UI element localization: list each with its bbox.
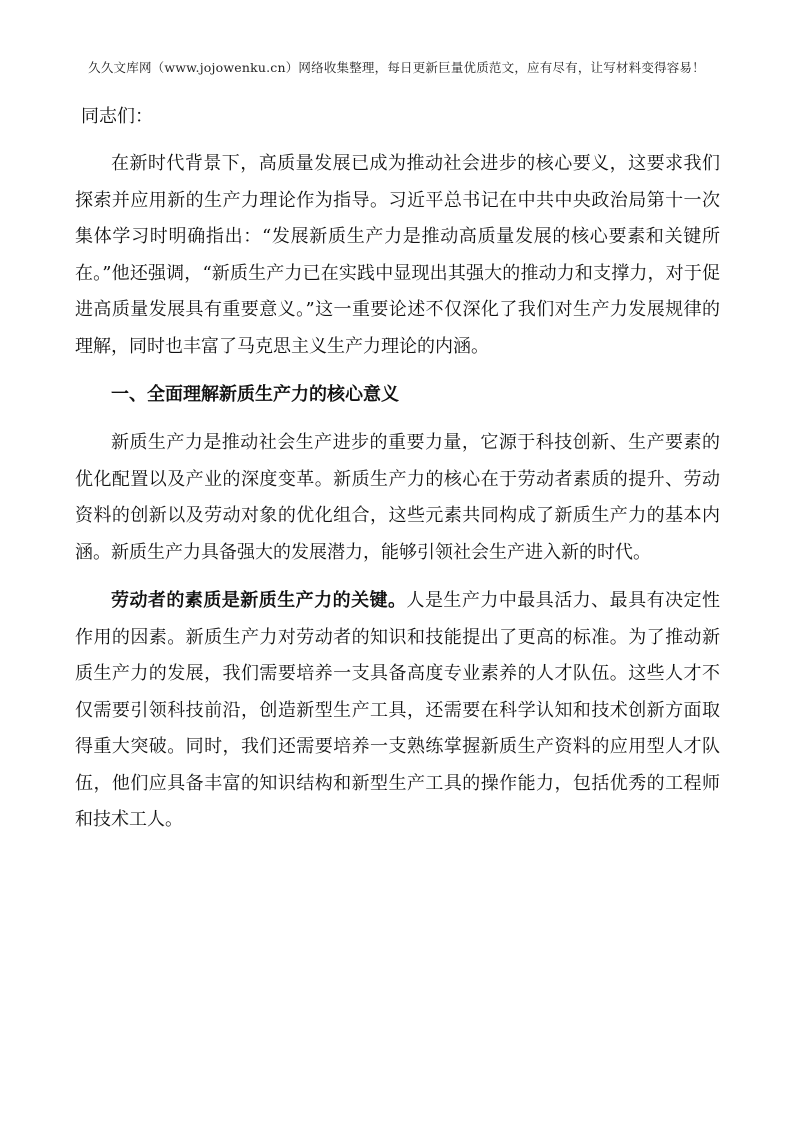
section-heading: 一、全面理解新质生产力的核心意义 [111, 384, 399, 405]
greeting: 同志们： [81, 106, 153, 127]
labor-paragraph [75, 583, 720, 839]
intro-paragraph: 在新时代背景下，高质量发展已成为推动社会进步的核心要义，这要求我们探索并应用新的生产力理论作为指导。习近平总书记在中共中央政治局第十一次集体学习时明确指出：“发展新质生产力是推动高质量发展的核心要素和关键所在。”他还强调，“新质生产力已在实践中显现出其强大的推动力和支撑力，对于促进高质量发展具有重要意义。”这一重要论述不仅深化了我们对生产力发展规律的理解，同时也丰富了马克思主义生产力理论的内涵。 [75, 153, 720, 357]
site-notice-header: 久久文库网（www.jojowenku.cn）网络收集整理，每日更新巨量优质范文，应有尽有，让写材料变得容易！ [88, 60, 705, 75]
labor-lead-sentence: 劳动者的素质是新质生产力的关键。 [111, 590, 407, 611]
document-body [75, 100, 720, 851]
labor-paragraph-text: 人是生产力中最具活力、最具有决定性作用的因素。新质生产力对劳动者的知识和技能提出了更高的标准。为了推动新质生产力的发展，我们需要培养一支具备高度专业素养的人才队伍。这些人才不仅需要引领科技前沿，创造新型生产工具，还需要在科学认知和技术创新方面取得重大突破。同时，我们还需要培养一支熟练掌握新质生产资料的应用型人才队伍，他们应具备丰富的知识结构和新型生产工具的操作能力，包括优秀的工程师和技术工人。 [75, 590, 720, 830]
section-paragraph: 新质生产力是推动社会生产进步的重要力量，它源于科技创新、生产要素的优化配置以及产业的深度变革。新质生产力的核心在于劳动者素质的提升、劳动资料的创新以及劳动对象的优化组合，这些元素共同构成了新质生产力的基本内涵。新质生产力具备强大的发展潜力，能够引领社会生产进入新的时代。 [75, 432, 720, 563]
